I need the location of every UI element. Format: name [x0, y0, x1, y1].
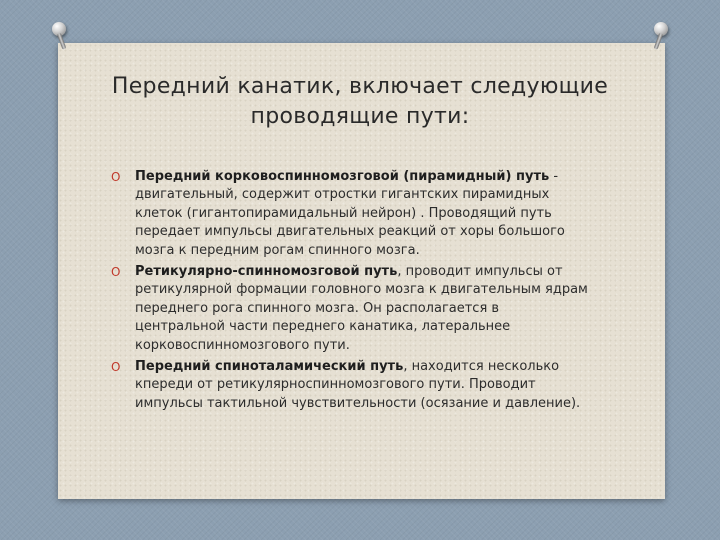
slide-title-line2: проводящие пути: — [250, 104, 470, 129]
slide-title — [40, 72, 680, 132]
bullet-marker-icon: O — [111, 265, 121, 280]
pushpin-right-icon — [654, 22, 668, 36]
bullet-3-heading: Передний спиноталамический путь — [135, 359, 404, 375]
bullet-marker-icon: O — [111, 170, 121, 184]
bullet-2-heading: Ретикулярно-спинномозговой путь — [135, 264, 398, 280]
bullet-3-text: , находится несколько кпереди от ретикулярноспинномозгового пути. Проводит импульсы тактильной чувствительности (осязание и давление). — [135, 359, 581, 411]
bullet-item-1 — [111, 168, 591, 260]
bullet-2-text: , проводит импульсы от ретикулярной формации головного мозга к двигательным ядрам переднего рога спинного мозга. Он располагается в центральной части переднего канатика, латеральнее корковоспинномозгового пути. — [135, 264, 588, 353]
slide-title-line1: Передний канатик, включает следующие — [111, 74, 609, 99]
bullet-1-heading: Передний корковоспинномозговой (пирамидный) путь — [135, 169, 550, 184]
bullet-item-3 — [111, 358, 591, 413]
bullet-list — [111, 168, 591, 416]
pushpin-left-icon — [52, 22, 66, 36]
bullet-item-2 — [111, 263, 591, 355]
bullet-1-text: - двигательный, содержит отростки гигантских пирамидных клеток (гигантопирамидальный нейрон) . Проводящий путь передает импульсы двигательных реакций от хоры большого мозга к передним рогам спинного мозга. — [135, 169, 565, 258]
bullet-marker-icon: O — [111, 360, 121, 375]
